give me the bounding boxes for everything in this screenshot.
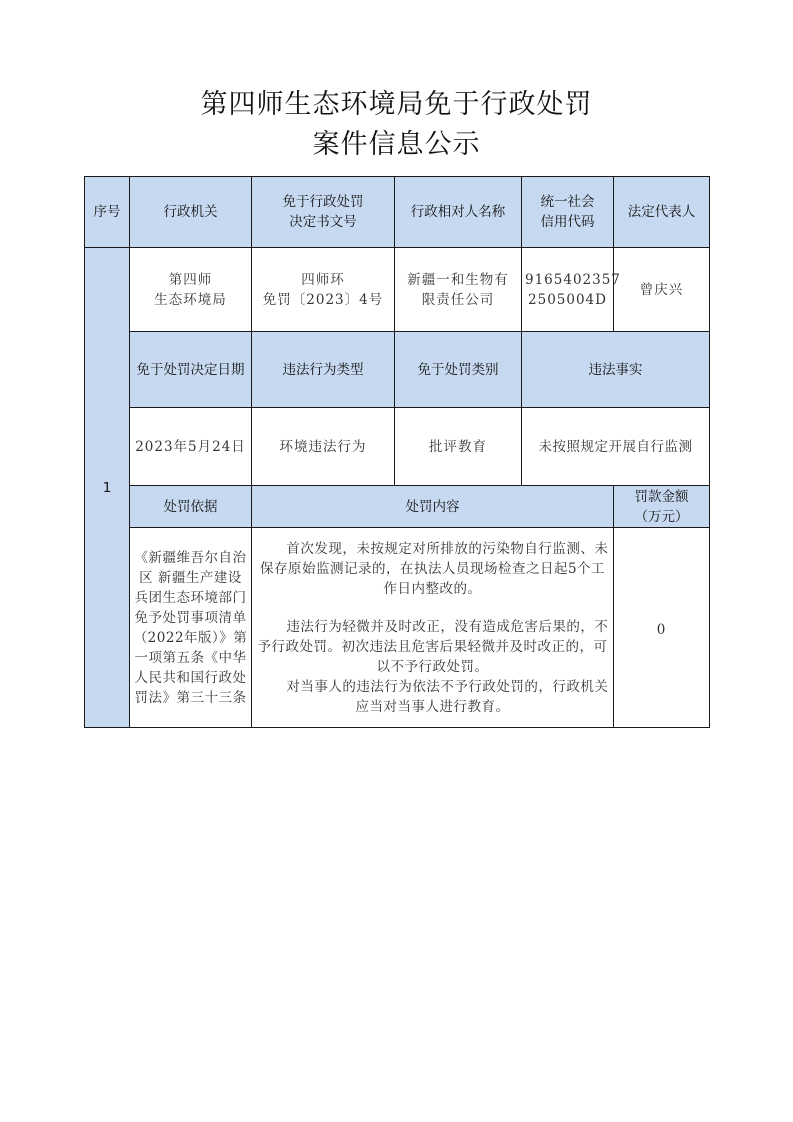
- exemption-category-cell: 批评教育: [395, 408, 522, 486]
- value-row-2: [85, 408, 710, 486]
- violation-type-cell: 环境违法行为: [252, 408, 395, 486]
- content-paragraph-2: 违法行为轻微并及时改正，没有造成危害后果的，不予行政处罚。初次违法且危害后果轻微并及时改正的，可以不予行政处罚。: [257, 618, 609, 675]
- header-row-2: [85, 332, 710, 408]
- content-paragraph-1: 首次发现，未按规定对所排放的污染物自行监测、未保存原始监测记录的，在执法人员现场检查之日起5个工作日内整改的。: [259, 540, 609, 597]
- header-fine: [614, 486, 710, 528]
- header-seq: 序号: [85, 177, 130, 248]
- value-row-1: [85, 248, 710, 332]
- header-decision-date: 免于处罚决定日期: [130, 332, 252, 408]
- page-title: 第四师生态环境局免于行政处罚: [200, 89, 593, 120]
- header-basis: 处罚依据: [130, 486, 252, 528]
- header-fine-line2: （万元）: [634, 508, 689, 525]
- header-row-3: [85, 486, 710, 528]
- party-name-cell: [395, 248, 522, 332]
- case-info-table: [84, 176, 710, 728]
- header-credit-code: [522, 177, 614, 248]
- legal-rep-cell: 曾庆兴: [614, 248, 710, 332]
- header-credit-code-line1: 统一社会: [540, 194, 595, 210]
- header-facts: 违法事实: [522, 332, 710, 408]
- fine-cell: 0: [614, 528, 710, 728]
- header-row-1: [85, 177, 710, 248]
- header-fine-line1: 罚款金额: [634, 488, 689, 505]
- content-paragraph-3: 对当事人的违法行为依法不予行政处罚的，行政机关应当对当事人进行教育。: [286, 678, 609, 715]
- header-doc-no-line1: 免于行政处罚: [282, 194, 364, 210]
- agency-cell: [130, 248, 252, 332]
- agency-line2: 生态环境局: [154, 291, 227, 308]
- doc-no-cell: [252, 248, 395, 332]
- header-agency: 行政机关: [130, 177, 252, 248]
- header-legal-rep: 法定代表人: [614, 177, 710, 248]
- header-doc-no-line2: 决定书文号: [289, 214, 357, 230]
- basis-cell: 《新疆维吾尔自治区 新疆生产建设兵团生态环境部门免予处罚事项清单（2022年版）》第一项第五条《中华人民共和国行政处罚法》第三十三条: [130, 528, 252, 728]
- party-name-line2: 限责任公司: [421, 291, 495, 308]
- doc-no-line1: 四师环: [301, 271, 345, 288]
- credit-code-cell: [522, 248, 621, 332]
- header-doc-no: [252, 177, 395, 248]
- decision-date-cell: 2023年5月24日: [130, 408, 252, 486]
- party-name-line1: 新疆一和生物有: [407, 271, 509, 288]
- header-exemption-category: 免于处罚类别: [395, 332, 522, 408]
- page-subtitle: 案件信息公示: [312, 129, 481, 160]
- value-row-3: [85, 528, 710, 728]
- doc-no-line2: 免罚〔2023〕4号: [262, 291, 384, 308]
- facts-cell: 未按照规定开展自行监测: [522, 408, 710, 486]
- header-violation-type: 违法行为类型: [252, 332, 395, 408]
- seq-cell: 1: [85, 248, 130, 728]
- credit-code-line2: 2505004D: [528, 291, 607, 308]
- header-party-name: 行政相对人名称: [395, 177, 522, 248]
- content-cell: [252, 528, 614, 728]
- agency-line1: 第四师: [168, 271, 213, 288]
- header-content: 处罚内容: [252, 486, 614, 528]
- header-credit-code-line2: 信用代码: [540, 214, 595, 230]
- credit-code-line1: 9165402357: [525, 271, 621, 288]
